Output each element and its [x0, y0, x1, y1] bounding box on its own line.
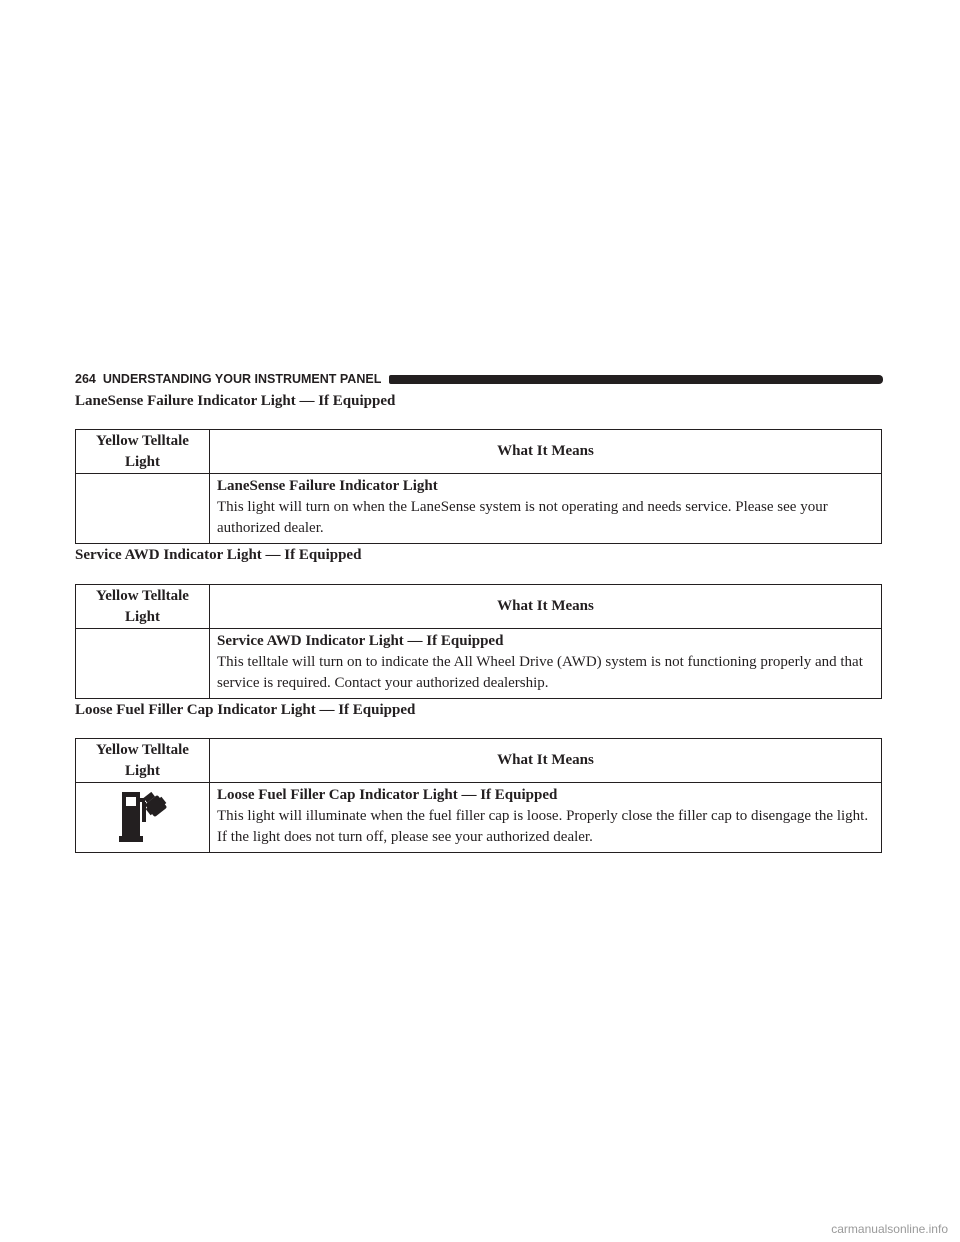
header-rule [389, 375, 883, 384]
telltale-table-lanesense [75, 429, 882, 544]
column-header-meaning: What It Means [210, 430, 882, 474]
description-cell [210, 474, 882, 544]
telltale-table-fuel-cap [75, 738, 882, 853]
watermark-url: carmanualsonline.info [831, 1222, 948, 1236]
column-header-telltale: Yellow Telltale Light [76, 739, 210, 783]
entry-title: LaneSense Failure Indicator Light [217, 478, 438, 494]
chapter-title: UNDERSTANDING YOUR INSTRUMENT PANEL [102, 372, 382, 386]
telltale-icon-cell [76, 783, 210, 853]
telltale-icon-cell [76, 629, 210, 699]
description-cell [210, 629, 882, 699]
section-heading-fuel-cap: Loose Fuel Filler Cap Indicator Light — If Equipped [75, 702, 416, 718]
column-header-meaning: What It Means [210, 585, 882, 629]
entry-text: This light will illuminate when the fuel filler cap is loose. Properly close the filler cap to disengage the light. If the light does not turn off, please see your authorized dealer. [217, 808, 869, 845]
telltale-table-awd [75, 584, 882, 699]
entry-text: This telltale will turn on to indicate the All Wheel Drive (AWD) system is not functioning properly and that service is required. Contact your authorized dealership. [217, 654, 863, 691]
page-header [75, 370, 883, 388]
page-number: 264 [75, 372, 96, 386]
telltale-icon-cell [76, 474, 210, 544]
entry-text: This light will turn on when the LaneSense system is not operating and needs service. Please see your authorized dealer. [217, 499, 828, 536]
column-header-meaning: What It Means [210, 739, 882, 783]
section-heading-lanesense: LaneSense Failure Indicator Light — If Equipped [75, 393, 396, 409]
column-header-telltale: Yellow Telltale Light [76, 585, 210, 629]
entry-title: Loose Fuel Filler Cap Indicator Light — If Equipped [217, 787, 558, 803]
description-cell [210, 783, 882, 853]
column-header-telltale: Yellow Telltale Light [76, 430, 210, 474]
entry-title: Service AWD Indicator Light — If Equipped [217, 633, 504, 649]
section-heading-awd: Service AWD Indicator Light — If Equipped [75, 547, 362, 563]
fuel-cap-icon [116, 788, 170, 851]
